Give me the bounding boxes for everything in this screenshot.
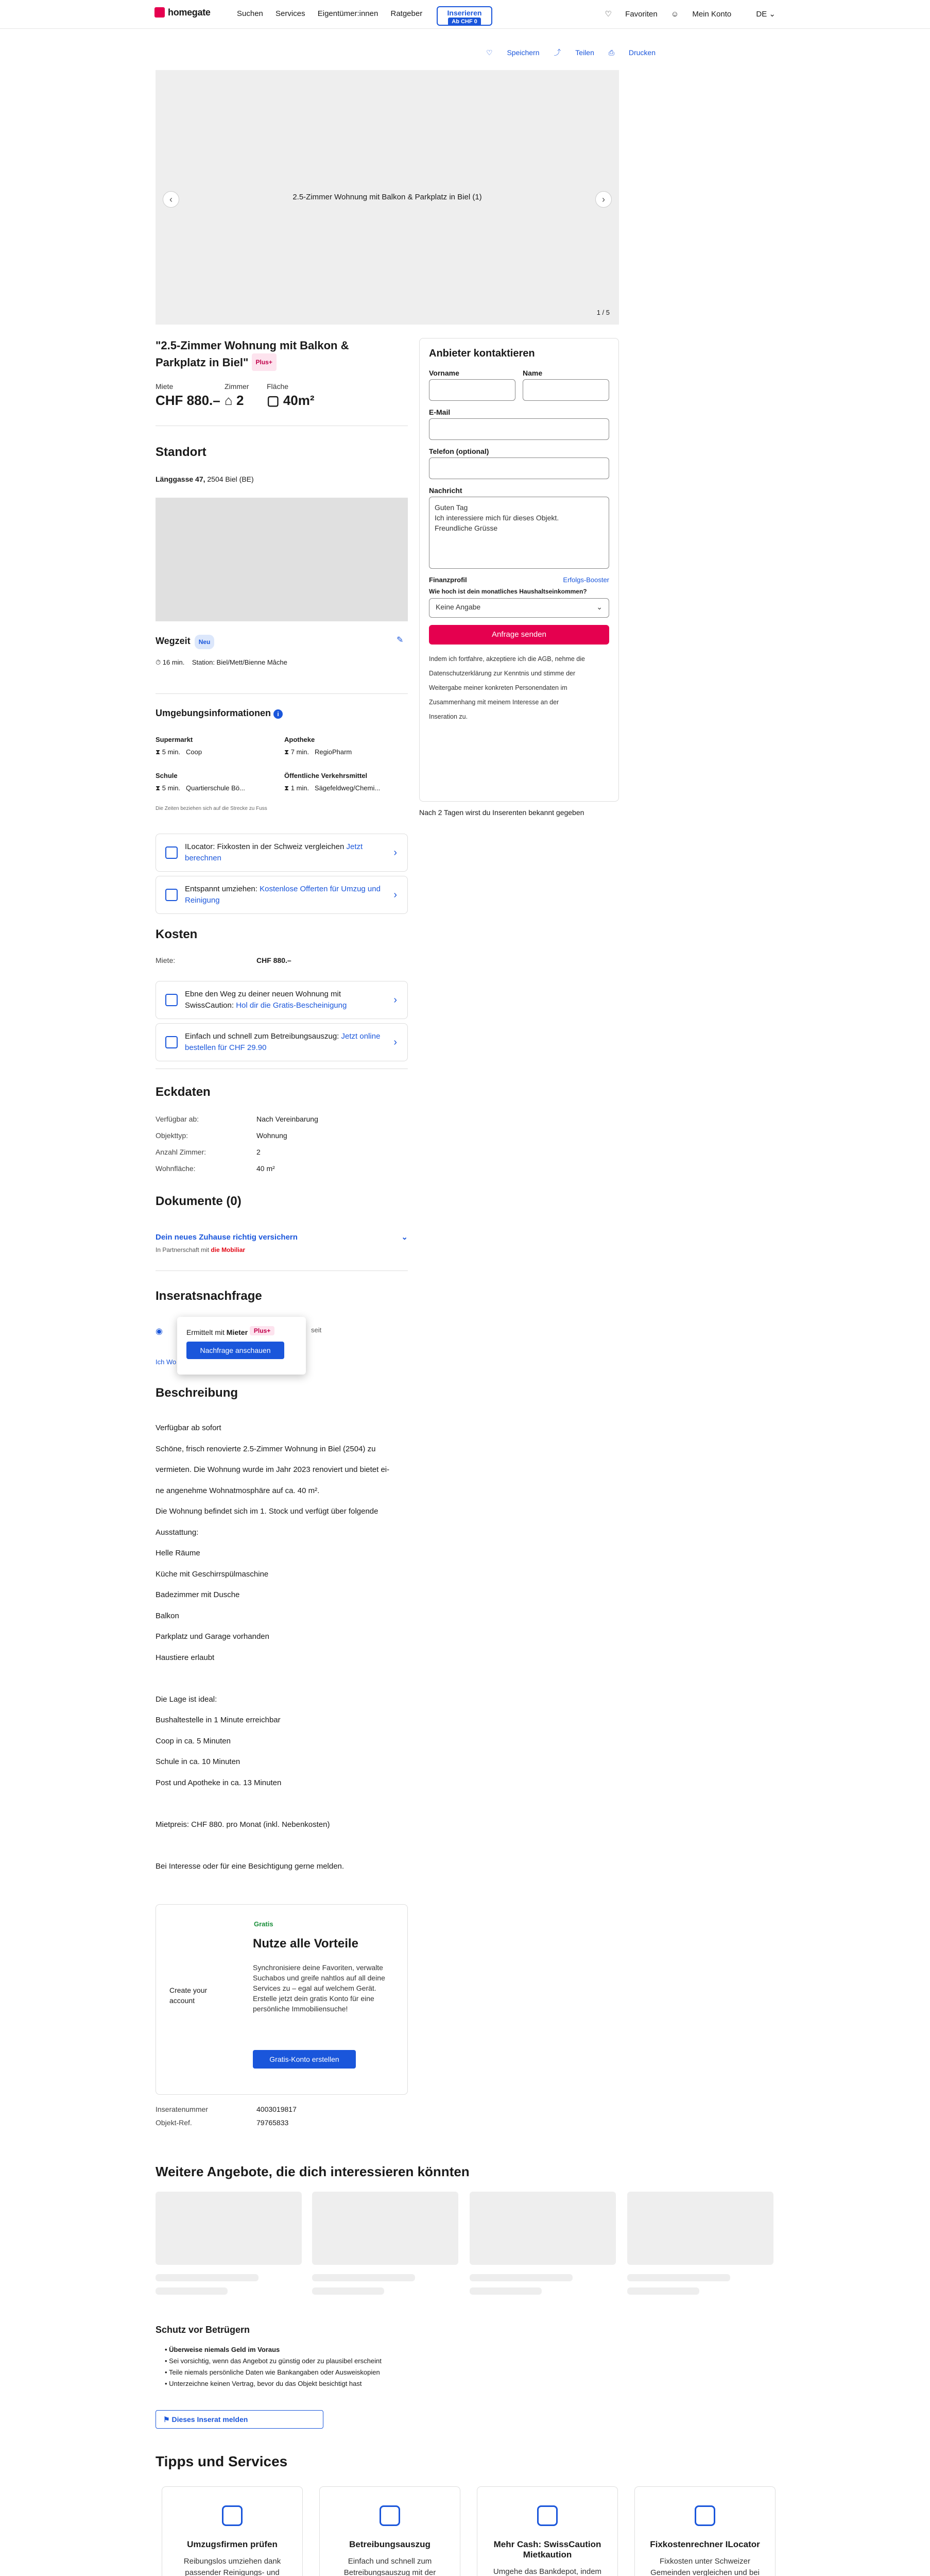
address: Länggasse 47, 2504 Biel (BE) [156,475,254,483]
chevron-right-icon: › [393,847,397,858]
view-demand-button[interactable]: Nachfrage anschauen [186,1342,284,1359]
offer-card-skeleton[interactable] [312,2192,458,2265]
insurance-link[interactable]: Dein neues Zuhause richtig versichern ⌄ [156,1231,408,1244]
tip-card-ilocator[interactable]: Fixkostenrechner ILocator Fixkosten unter Schweizer Gemeinden vergleichen und bei [634,2486,776,2576]
print-button[interactable]: ⎙ Drucken [608,48,656,57]
demand-popup: Ermittelt mit Mieter Plus+ Nachfrage anschauen [177,1317,306,1375]
next-image-button[interactable]: › [595,191,612,208]
phone-input[interactable] [429,457,609,479]
object-ref: Objekt-Ref. 79765833 [156,2119,289,2127]
ilocator-card[interactable]: ILocator: Fixkosten in der Schweiz vergleichen Jetzt berechnen › [156,834,408,872]
map-icon [695,2505,715,2526]
tips-heading: Tipps und Services [156,2453,288,2469]
nav-services[interactable]: Services [275,9,305,18]
fraud-list: • Überweise niemals Geld im Voraus • Sei vorsichtig, wenn das Angebot zu günstig oder zu plausibel erscheint • Teile niemals persönliche Daten wie Bankangaben oder Ausweiskopien • Unterzeichne keinen Vertrag, bevor du das Objekt besichtigt hast [165,2346,382,2387]
debt-extract-card[interactable]: Einfach und schnell zum Betreibungsauszug: Jetzt online bestellen für CHF 29.90 › [156,1023,408,1061]
nav-ratgeber[interactable]: Ratgeber [390,9,423,18]
ilocator-link[interactable]: Jetzt berechnen [185,842,363,862]
promo-heading: Nutze alle Vorteile [253,1937,358,1951]
surrounding-transport: Öffentliche Verkehrsmittel ⧗ 1 min. Sägefeldweg/Chemi... [284,772,381,792]
detail-row: Anzahl Zimmer: 2 [156,1148,261,1156]
surroundings-note: Die Zeiten beziehen sich auf die Strecke zu Fuss [156,806,267,811]
message-textarea[interactable]: Guten Tag Ich interessiere mich für dieses Objekt. Freundliche Grüsse [429,497,609,569]
promo-side-text: Create your account [169,1986,208,2005]
surrounding-pharmacy: Apotheke ⧗ 7 min. RegioPharm [284,736,352,756]
rooms-icon: ⌂ [225,393,233,408]
site-header [0,0,930,29]
offer-card-skeleton[interactable] [156,2192,302,2265]
income-select[interactable]: Keine Angabe ⌄ [429,598,609,618]
demand-behind-text: seit [311,1326,322,1334]
surrounding-supermarket: Supermarkt ⧗ 5 min. Coop [156,736,202,756]
mobiliar-logo: die Mobiliar [211,1246,246,1253]
nav-suchen[interactable]: Suchen [237,9,263,18]
contact-heading: Anbieter kontaktieren [429,348,535,359]
share-button[interactable]: ⤴ Teilen [554,48,594,57]
documents-heading: Dokumente (0) [156,1194,242,1208]
chevron-down-icon: ⌄ [401,1233,408,1242]
rent-kpi: Miete CHF 880.– [156,382,220,408]
free-badge: Gratis [254,1920,273,1928]
insert-badge: Ab CHF 0 [448,18,481,26]
detail-row: Verfügbar ab: Nach Vereinbarung [156,1115,318,1123]
description-text: Verfügbar ab sofort Schöne, frisch renovierte 2.5-Zimmer Wohnung in Biel (2504) zu vermieten. Die Wohnung wurde im Jahr 2023 renoviert und bietet ei- ne angenehme Wohnatmosphäre auf ca. 40 m². Die Wohnung befindet sich im 1. Stock und verfügt über folgende Ausstattung: Helle Räume Küche mit Geschirrspülmaschine Badezimmer mit Dusche Balkon Parkplatz und Garage vorhanden Haustiere erlaubt Die Lage ist ideal: Bushaltestelle in 1 Minute erreichbar Coop in ca. 5 Minuten Schule in ca. 10 Minuten Post und Apotheke in ca. 13 Minuten Mietpreis: CHF 880. pro Monat (inkl. Nebenkosten) Bei Interesse oder für eine Besichtigung gerne melden. [156,1423,390,1871]
skeleton-line [627,2287,699,2295]
location-heading: Standort [156,445,206,459]
swisscaution-card[interactable]: Ebne den Weg zu deiner neuen Wohnung mit SwissCaution: Hol dir die Gratis-Bescheinigung › [156,981,408,1019]
partner-note: In Partnerschaft mit die Mobiliar [156,1246,246,1253]
detail-row: Objekttyp: Wohnung [156,1131,287,1140]
surroundings-heading: Umgebungsinformationen i [156,708,283,719]
prev-image-button[interactable]: ‹ [163,191,179,208]
details-heading: Eckdaten [156,1085,211,1099]
chevron-down-icon: ⌄ [596,603,602,611]
logo-icon [154,7,165,18]
swisscaution-icon [165,994,178,1006]
image-gallery[interactable] [156,70,619,325]
skeleton-line [312,2274,415,2281]
travel-time: ⏱ 16 min. Station: Biel/Mett/Bienne Mâche [156,658,287,666]
location-map[interactable] [156,498,408,621]
legal-text: Indem ich fortfahre, akzeptiere ich die AGB, nehme die Datenschutzerklärung zur Kenntnis und stimme der Weitergabe meiner konkreten Personendaten im Zusammenhang mit meinem Interesse an der Inseration zu. [429,655,585,720]
tip-card-caution[interactable]: Mehr Cash: SwissCaution Mietkaution Umgehe das Bankdepot, indem [477,2486,618,2576]
shield-icon [537,2505,558,2526]
gallery-caption: 2.5-Zimmer Wohnung mit Balkon & Parkplatz in Biel (1) [292,193,482,201]
account-link[interactable]: ☺ Mein Konto [670,10,732,19]
listing-number: Inseratenummer 4003019817 [156,2105,297,2113]
edit-icon[interactable]: ✎ [397,636,404,645]
swisscaution-link[interactable]: Hol dir die Gratis-Bescheinigung [236,1001,347,1010]
chevron-right-icon: › [393,889,397,901]
nav-eigentuemer[interactable]: Eigentümer:innen [317,9,378,18]
more-offers-heading: Weitere Angebote, die dich interessieren könnten [156,2164,470,2179]
language-select[interactable]: DE ⌄ [756,10,776,19]
favorites-link[interactable]: ♡ Favoriten [605,10,658,19]
last-name-input[interactable] [523,379,609,401]
skeleton-line [627,2274,730,2281]
debt-extract-link[interactable]: Jetzt online bestellen für CHF 29.90 [185,1032,381,1052]
homegate-logo[interactable]: homegate [154,7,211,18]
plus-badge: Plus+ [250,1326,274,1335]
rooms-kpi: Zimmer ⌂ 2 [225,382,249,408]
bank-icon [380,2505,400,2526]
plus-badge: Plus+ [252,353,277,371]
save-button[interactable]: ♡ Speichern [486,48,540,57]
description-heading: Beschreibung [156,1386,238,1400]
travel-heading: Wegzeit Neu [156,635,214,649]
listing-title: "2.5-Zimmer Wohnung mit Balkon & Parkplatz in Biel" Plus+ [156,338,372,371]
eye-icon: ◉ [156,1327,163,1336]
finance-profile-row: Finanzprofil Erfolgs-Booster [429,576,609,584]
demand-link[interactable]: Ich Wo [156,1358,177,1366]
new-badge: Neu [195,635,215,649]
document-icon [165,1036,178,1048]
info-icon: i [273,709,283,719]
tip-card-moving[interactable]: Umzugsfirmen prüfen Reibungslos umziehen dank passender Reinigungs- und [162,2486,303,2576]
demand-heading: Inseratsnachfrage [156,1289,262,1303]
first-name-input[interactable] [429,379,515,401]
tip-card-extract[interactable]: Betreibungsauszug Einfach und schnell zum Betreibungsauszug mit der [319,2486,460,2576]
skeleton-line [470,2274,573,2281]
create-account-button[interactable]: Gratis-Konto erstellen [253,2050,356,2069]
contact-note: Nach 2 Tagen wirst du Inserenten bekannt gegeben [419,808,584,817]
booster-tag: Erfolgs-Booster [563,576,609,584]
area-icon: ▢ [267,393,280,408]
account-promo [156,1904,408,2095]
chevron-right-icon: › [393,994,397,1006]
image-counter: 1 / 5 [596,309,610,316]
moving-card[interactable]: Entspannt umziehen: Kostenlose Offerten für Umzug und Reinigung › [156,876,408,914]
moving-icon [165,889,178,901]
email-input[interactable] [429,418,609,440]
surrounding-school: Schule ⧗ 5 min. Quartierschule Bö... [156,772,245,792]
skeleton-line [470,2287,542,2295]
detail-row: Wohnfläche: 40 m² [156,1164,275,1173]
offer-card-skeleton[interactable] [470,2192,616,2265]
box-icon [222,2505,243,2526]
ilocator-icon [165,846,178,859]
promo-text: Synchronisiere deine Favoriten, verwalte Suchabos und greife nahtlos auf all deine Services zu – egal auf welchem Gerät. Erstelle jetzt dein gratis Konto für eine persönliche Immobiliensuche! [253,1963,385,2013]
fraud-heading: Schutz vor Betrügern [156,2325,250,2335]
skeleton-line [156,2287,228,2295]
offer-card-skeleton[interactable] [627,2192,773,2265]
flag-icon: ⚑ [163,2415,170,2424]
insert-button[interactable]: Inserieren Ab CHF 0 [437,6,492,26]
contact-form: Anbieter kontaktieren Vorname Name E-Mail Telefon (optional) Nachricht Guten Tag Ich interessiere mich für dieses Objekt. Freundliche Grüsse Finanzprofil Erfolgs-Booster Wie hoch ist dein monatliches Haushaltseinkommen? Keine Angabe ⌄ Anfrage senden Indem ich fortfahre, akzeptiere ich die AGB, nehme die Datenschutzerklärung zur Kenntnis und stimme der Weitergabe meiner konkreten Personendaten im Zusammenhang mit meinem Interesse an der Inseration zu. [419,338,619,802]
report-listing-button[interactable]: ⚑ Dieses Inserat melden [156,2410,323,2429]
skeleton-line [156,2274,259,2281]
skeleton-line [312,2287,384,2295]
main-nav [237,9,433,18]
chevron-right-icon: › [393,1037,397,1048]
send-request-button[interactable]: Anfrage senden [429,625,609,645]
costs-heading: Kosten [156,927,198,941]
area-kpi: Fläche ▢ 40m² [267,382,315,408]
moving-link[interactable]: Kostenlose Offerten für Umzug und Reinigung [185,885,381,905]
rent-row: Miete: CHF 880.– [156,956,291,964]
